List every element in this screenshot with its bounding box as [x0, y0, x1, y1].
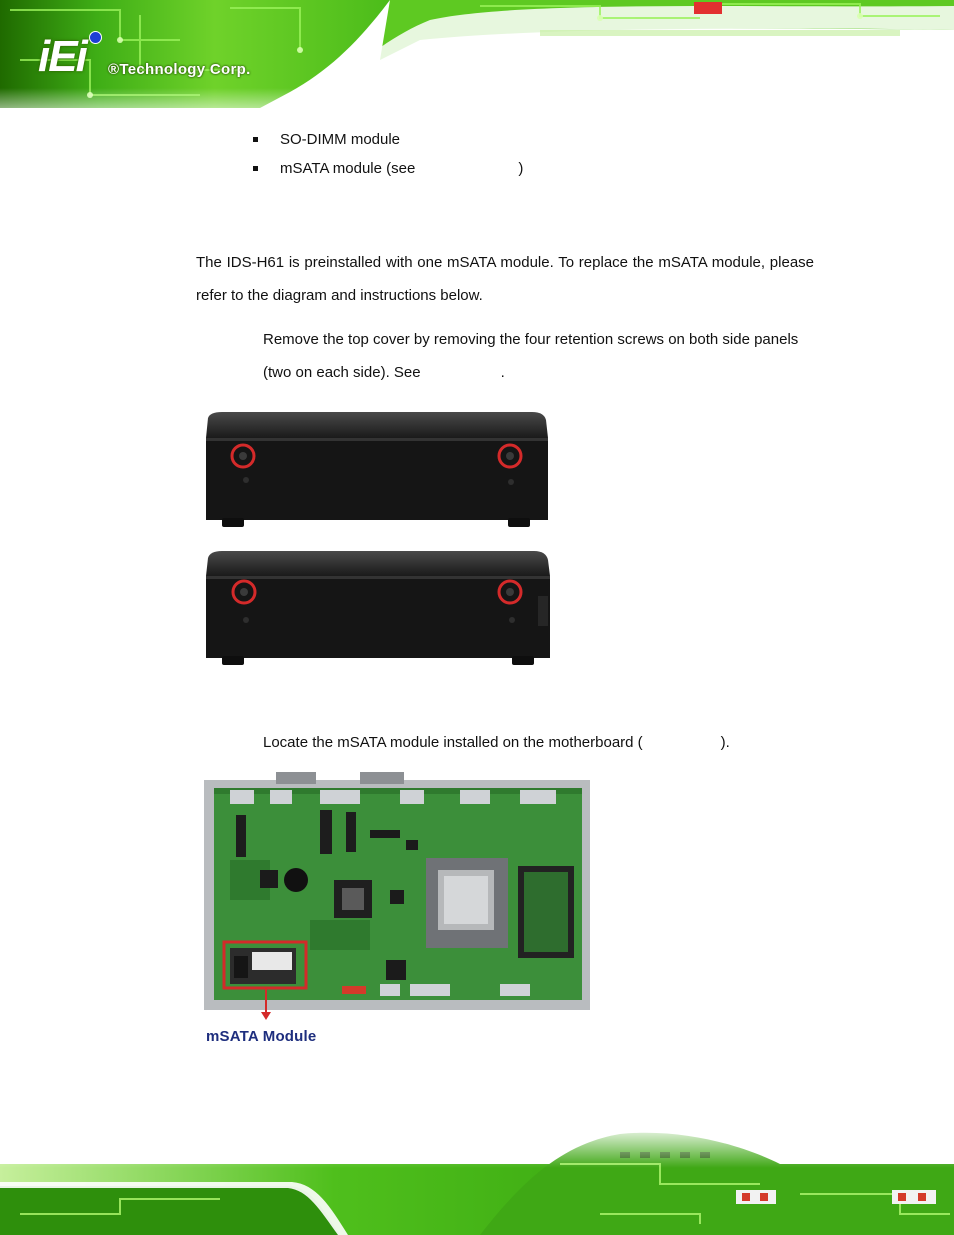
step-1-line-2-prefix: (two on each side). See [263, 364, 421, 381]
bullet-suffix: ) [518, 160, 524, 177]
screw-icon [506, 452, 514, 460]
screw-icon [240, 588, 248, 596]
chassis-top-cover [206, 412, 548, 438]
cpu-icon [444, 876, 488, 924]
logo-dot-icon [89, 31, 102, 44]
chassis-foot [222, 656, 244, 665]
screw-icon [239, 452, 247, 460]
step-2-prefix: Locate the mSATA module installed on the motherboard ( [263, 734, 643, 751]
chassis-foot [512, 656, 534, 665]
step-1-line-2 [263, 356, 818, 389]
chassis-foot [508, 518, 530, 527]
chassis-foot [222, 518, 244, 527]
bullet-text: mSATA module (see [280, 160, 416, 177]
circuit-board-footer [0, 1124, 954, 1235]
circuit-board-banner [0, 0, 954, 112]
step-1-line-1: Remove the top cover by removing the four retention screws on both side panels [263, 331, 799, 348]
step-1-text [263, 323, 818, 389]
bullet-square-icon [253, 166, 258, 171]
screw-icon [506, 588, 514, 596]
bullet-square-icon [253, 137, 258, 142]
bullet-item-msata [280, 160, 523, 178]
side-panel-photo-bottom [202, 548, 552, 668]
logo-mark: iEi [38, 32, 86, 81]
step-2-text [263, 726, 818, 759]
step-2-suffix: ). [720, 734, 730, 751]
step-1-line-2-suffix: . [500, 364, 505, 381]
msata-module-label: mSATA Module [206, 1028, 317, 1045]
bullet-text: SO-DIMM module [280, 131, 401, 148]
motherboard-photo [200, 770, 592, 1020]
arrow-down-icon [261, 1012, 271, 1020]
side-panel-photo-top [202, 410, 550, 530]
page-header-banner [0, 0, 954, 112]
chassis-top-cover [206, 551, 550, 576]
bullet-item-sodimm [280, 131, 400, 149]
cmos-battery-icon [284, 868, 308, 892]
intro-paragraph: The IDS-H61 is preinstalled with one mSATA module. To replace the mSATA module, please refer to the diagram and instructions below. [196, 254, 814, 304]
chassis-side-panel [206, 438, 548, 520]
page-footer-banner [0, 1124, 954, 1235]
logo-company-name: ®Technology Corp. [108, 61, 251, 78]
